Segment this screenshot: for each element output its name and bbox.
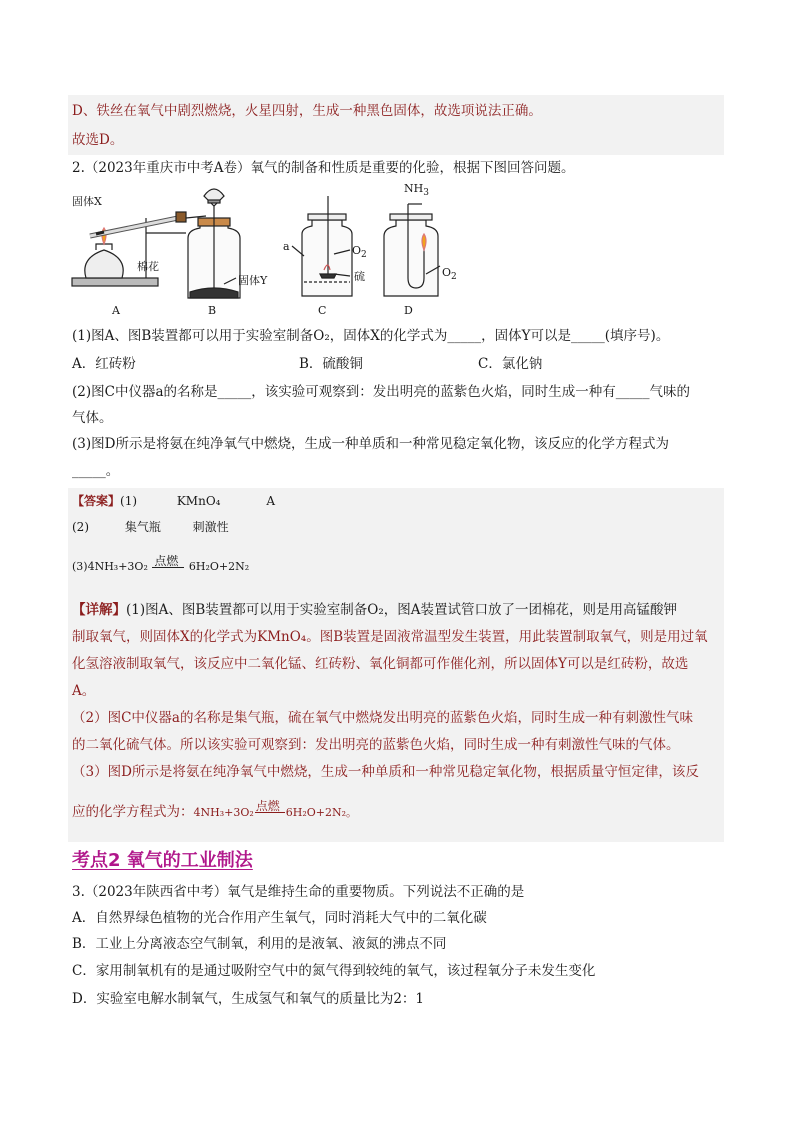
- choose-d: 故选D。: [72, 132, 124, 148]
- answer-equation: (3)4NH₃+3O₂ 点燃 6H₂O+2N₂: [72, 553, 250, 573]
- q2-part1: (1)图A、图B装置都可以用于实验室制备O₂，固体X的化学式为_____，固体Y可以是_____(填序号)。: [72, 328, 670, 344]
- detail-line3: 化氢溶液制取氧气，该反应中二氧化锰、红砖粉、氧化铜都可作催化剂，所以固体Y可以是红砖粉，故选: [72, 656, 689, 672]
- option-d-explanation: D、铁丝在氧气中剧烈燃烧，火星四射，生成一种黑色固体，故选项说法正确。: [72, 103, 542, 119]
- label-fig-c: C: [318, 304, 327, 317]
- q3-option-a: A．自然界绿色植物的光合作用产生氧气，同时消耗大气中的二氧化碳: [72, 910, 487, 926]
- apparatus-b: [188, 189, 240, 298]
- q3-option-d: D．实验室电解水制氧气，生成氢气和氧气的质量比为2：1: [72, 991, 425, 1007]
- label-nh3: $NH_3$: [404, 182, 429, 198]
- label-solid-y: 固体Y: [238, 274, 268, 287]
- label-o2-c: $O_2$: [352, 244, 367, 260]
- label-fig-b: B: [208, 304, 217, 317]
- label-cotton: 棉花: [137, 260, 159, 273]
- q2-part2-line2: 气体。: [72, 410, 113, 426]
- answer-label: 【答案】: [72, 494, 121, 508]
- q2-option-a: A．红砖粉: [72, 356, 136, 372]
- apparatus-c: [292, 196, 352, 296]
- apparatus-a: [72, 212, 206, 286]
- q2-stem: 2.（2023年重庆市中考A卷）氧气的制备和性质是重要的化验，根据下图回答问题。: [72, 160, 575, 176]
- q3-stem: 3.（2023年陕西省中考）氧气是维持生命的重要物质。下列说法不正确的是: [72, 884, 525, 900]
- section-title: 考点2 氧气的工业制法: [72, 850, 253, 871]
- answer-line1: 【答案】(1) KMnO₄ A: [72, 494, 275, 508]
- label-fig-a: A: [112, 304, 120, 317]
- detail-line4: A。: [72, 683, 96, 699]
- q2-option-b: B．硫酸铜: [299, 356, 363, 372]
- apparatus-d: [384, 204, 440, 296]
- detail-line2: 制取氧气，则固体X的化学式为KMnO₄。图B装置是固液常温型发生装置，用此装置制取氧气，则是用过氧: [72, 629, 708, 645]
- label-solid-x: 固体X: [72, 195, 102, 208]
- q2-part2-line1: (2)图C中仪器a的名称是_____，该实验可观察到：发出明亮的蓝紫色火焰，同时生成一种有_____气味的: [72, 384, 690, 400]
- q2-part3-line1: (3)图D所示是将氨在纯净氧气中燃烧，生成一种单质和一种常见稳定氧化物，该反应的化学方程式为: [72, 436, 669, 452]
- label-sulfur: 硫: [354, 270, 365, 283]
- q2-option-c: C．氯化钠: [478, 356, 543, 372]
- q3-option-b: B．工业上分离液态空气制氧，利用的是液氧、液氮的沸点不同: [72, 936, 447, 952]
- detail-line1: 【详解】(1)图A、图B装置都可以用于实验室制备O₂，图A装置试管口放了一团棉花，则是用高锰酸钾: [72, 602, 678, 618]
- q3-option-c: C．家用制氧机有的是通过吸附空气中的氮气得到较纯的氧气，该过程氧分子未发生变化: [72, 963, 596, 979]
- detail-line7: （3）图D所示是将氨在纯净氧气中燃烧，生成一种单质和一种常见稳定氧化物，根据质量守恒定律，该反: [72, 764, 699, 780]
- label-fig-d: D: [404, 304, 413, 317]
- detail-label: 【详解】: [72, 602, 126, 618]
- q2-part3-line2: _____。: [72, 463, 120, 479]
- answer-line2: (2) 集气瓶 刺激性: [72, 520, 229, 534]
- detail-line5: （2）图C中仪器a的名称是集气瓶，硫在氧气中燃烧发出明亮的蓝紫色火焰，同时生成一种有刺激性气味: [72, 710, 693, 726]
- label-o2-d: $O_2$: [442, 266, 457, 282]
- label-a: a: [283, 240, 290, 253]
- detail-line8: 应的化学方程式为：4NH₃+3O₂ 点燃 6H₂O+2N₂。: [72, 799, 358, 820]
- detail-line6: 的二氧化硫气体。所以该实验可观察到：发出明亮的蓝紫色火焰，同时生成一种有刺激性气味的气体。: [72, 737, 680, 753]
- apparatus-figure: [66, 178, 486, 318]
